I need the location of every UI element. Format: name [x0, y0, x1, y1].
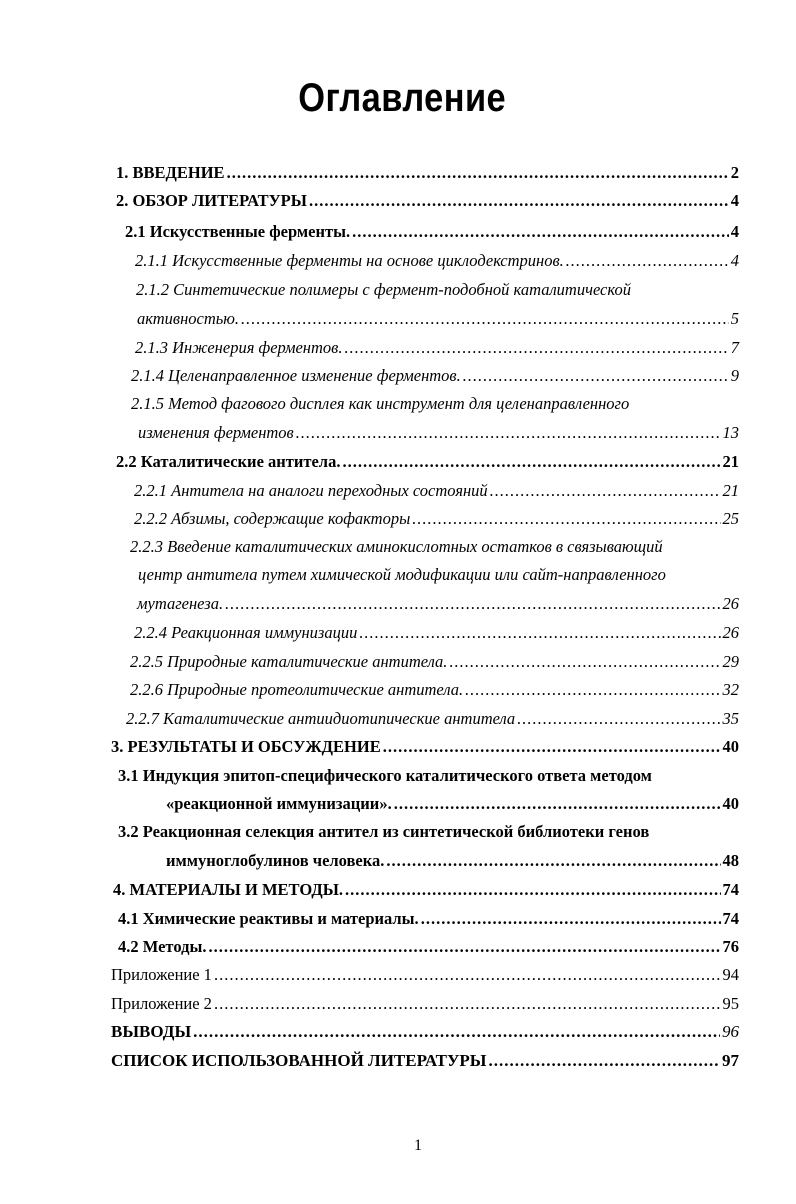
toc-entry-page: 4: [730, 251, 739, 270]
toc-entry-3-2[interactable]: [166, 849, 739, 873]
toc-leader-dots: [359, 621, 720, 645]
toc-entry-text: «реакционной иммунизации».: [166, 794, 392, 813]
toc-entry-3-1[interactable]: [166, 792, 739, 816]
toc-entry-page: 2: [730, 163, 739, 182]
toc-leader-dots: [517, 707, 720, 731]
toc-leader-dots: [214, 963, 721, 987]
toc-entry-text: СПИСОК ИСПОЛЬЗОВАННОЙ ЛИТЕРАТУРЫ: [111, 1051, 487, 1070]
toc-entry-page: 48: [722, 851, 739, 870]
toc-entry-text: 2.2.7 Каталитические антиидиотипические антитела: [126, 709, 516, 728]
toc-entry-page: 26: [722, 623, 739, 642]
toc-entry-introduction[interactable]: [116, 161, 739, 185]
toc-entry-text: Приложение 2: [111, 994, 212, 1013]
toc-entry-text: 3. РЕЗУЛЬТАТЫ И ОБСУЖДЕНИЕ: [111, 737, 381, 756]
toc-entry-page: 96: [722, 1022, 739, 1041]
toc-leader-dots: [386, 849, 720, 873]
toc-entry-page: 74: [722, 909, 739, 928]
toc-entry-text: 2.1 Искусственные ферменты.: [125, 222, 351, 241]
toc-entry-materials-methods[interactable]: [113, 878, 739, 902]
toc-entry-page: 21: [722, 452, 739, 471]
toc-entry-references[interactable]: [111, 1049, 739, 1073]
toc-leader-dots: [214, 992, 721, 1016]
toc-entry-2-2-1[interactable]: [134, 479, 739, 503]
toc-entry-text: изменения ферментов: [138, 423, 294, 442]
toc-entry-page: 32: [722, 680, 739, 699]
toc-entry-page: 74: [722, 880, 739, 899]
toc-leader-dots: [344, 336, 728, 360]
toc-leader-dots: [394, 792, 721, 816]
toc-entry-2-1-2[interactable]: [137, 307, 739, 331]
toc-leader-dots: [342, 450, 720, 474]
toc-leader-dots: [412, 507, 720, 531]
toc-entry-text: ВЫВОДЫ: [111, 1022, 192, 1041]
toc-entry-literature-review[interactable]: [116, 189, 739, 213]
toc-entry-page: 7: [730, 338, 739, 357]
toc-entry-text: 2.2 Каталитические антитела.: [116, 452, 341, 471]
toc-entry-text: 2.2.1 Антитела на аналоги переходных состояний: [134, 481, 488, 500]
toc-entry-text: 2.1.4 Целенаправленное изменение ферментов.: [131, 366, 461, 385]
toc-entry-text: 4.1 Химические реактивы и материалы.: [118, 909, 419, 928]
toc-leader-dots: [208, 935, 720, 959]
toc-entry-page: 4: [730, 222, 739, 241]
toc-entry-text: 2.2.2 Абзимы, содержащие кофакторы: [134, 509, 411, 528]
toc-entry-page: 25: [722, 509, 739, 528]
toc-entry-2-1-5-line1: 2.1.5 Метод фагового дисплея как инструмент для целенаправленного: [131, 394, 630, 413]
toc-leader-dots: [227, 161, 729, 185]
toc-entry-page: 35: [722, 709, 739, 728]
toc-leader-dots: [309, 189, 729, 213]
toc-entry-2-1[interactable]: [125, 220, 739, 244]
toc-entry-text: 2.2.6 Природные протеолитические антитела.: [130, 680, 464, 699]
toc-entry-2-2-5[interactable]: [130, 650, 739, 674]
toc-entry-4-1[interactable]: [118, 907, 739, 931]
toc-entry-text: 1. ВВЕДЕНИЕ: [116, 163, 225, 182]
toc-entry-page: 4: [730, 191, 739, 210]
page-number: 1: [414, 1137, 422, 1154]
toc-leader-dots: [566, 249, 729, 273]
toc-entry-page: 76: [722, 937, 739, 956]
toc-entry-text: 4.2 Методы.: [118, 937, 207, 956]
toc-entry-page: 95: [722, 994, 739, 1013]
toc-leader-dots: [463, 364, 729, 388]
toc-entry-page: 40: [722, 737, 739, 756]
toc-entry-text: 2.2.4 Реакционная иммунизации: [134, 623, 358, 642]
toc-leader-dots: [489, 1049, 721, 1073]
toc-entry-text: активностью.: [137, 309, 240, 328]
toc-entry-2-1-4[interactable]: [131, 364, 739, 388]
toc-entry-text: 4. МАТЕРИАЛЫ И МЕТОДЫ.: [113, 880, 344, 899]
toc-entry-2-2-3[interactable]: [137, 592, 739, 616]
toc-leader-dots: [296, 421, 721, 445]
toc-entry-text: иммуноглобулинов человека.: [166, 851, 385, 870]
toc-entry-text: 2.1.3 Инженерия ферментов.: [135, 338, 343, 357]
toc-entry-results[interactable]: [111, 735, 739, 759]
toc-entry-page: 94: [722, 965, 739, 984]
toc-leader-dots: [465, 678, 720, 702]
toc-entry-conclusions[interactable]: [111, 1020, 739, 1044]
toc-entry-2-1-3[interactable]: [135, 336, 739, 360]
toc-leader-dots: [383, 735, 721, 759]
toc-entry-3-2-line1: 3.2 Реакционная селекция антител из синтетической библиотеки генов: [118, 822, 650, 841]
toc-leader-dots: [193, 1020, 720, 1044]
toc-entry-2-2-2[interactable]: [134, 507, 739, 531]
toc-entry-page: 29: [722, 652, 739, 671]
toc-entry-4-2[interactable]: [118, 935, 739, 959]
toc-entry-text: 2.2.5 Природные каталитические антитела.: [130, 652, 448, 671]
toc-entry-page: 5: [730, 309, 739, 328]
toc-entry-text: Приложение 1: [111, 965, 212, 984]
toc-entry-2-2-3-line2: центр антитела путем химической модификации или сайт-направленного: [138, 565, 666, 584]
toc-entry-page: 26: [722, 594, 739, 613]
toc-entry-2-2-3-line1: 2.2.3 Введение каталитических аминокислотных остатков в связывающий: [130, 537, 663, 556]
toc-leader-dots: [421, 907, 721, 931]
toc-entry-2-1-2-line1: 2.1.2 Синтетические полимеры с фермент-подобной каталитической: [136, 280, 631, 299]
toc-entry-text: 2.1.1 Искусственные ферменты на основе циклодекстринов.: [135, 251, 564, 270]
toc-entry-3-1-line1: 3.1 Индукция эпитоп-специфического каталитического ответа методом: [118, 766, 652, 785]
toc-entry-page: 13: [722, 423, 739, 442]
toc-leader-dots: [345, 878, 720, 902]
toc-entry-appendix-1[interactable]: [111, 963, 739, 987]
toc-leader-dots: [241, 307, 729, 331]
toc-entry-2-1-5[interactable]: [138, 421, 739, 445]
page-title: Оглавление: [298, 76, 507, 120]
toc-entry-page: 40: [722, 794, 739, 813]
toc-leader-dots: [225, 592, 720, 616]
toc-entry-text: мутагенеза.: [137, 594, 224, 613]
toc-entry-page: 97: [722, 1051, 739, 1070]
toc-leader-dots: [490, 479, 721, 503]
toc-leader-dots: [449, 650, 720, 674]
toc-entry-2-2-4[interactable]: [134, 621, 739, 645]
toc-entry-page: 21: [722, 481, 739, 500]
toc-entry-2-2-7[interactable]: [126, 707, 739, 731]
toc-entry-appendix-2[interactable]: [111, 992, 739, 1016]
toc-entry-2-2[interactable]: [116, 450, 739, 474]
toc-entry-page: 9: [730, 366, 739, 385]
toc-entry-2-2-6[interactable]: [130, 678, 739, 702]
toc-entry-text: 2. ОБЗОР ЛИТЕРАТУРЫ: [116, 191, 307, 210]
toc-entry-2-1-1[interactable]: [135, 249, 739, 273]
toc-leader-dots: [352, 220, 729, 244]
